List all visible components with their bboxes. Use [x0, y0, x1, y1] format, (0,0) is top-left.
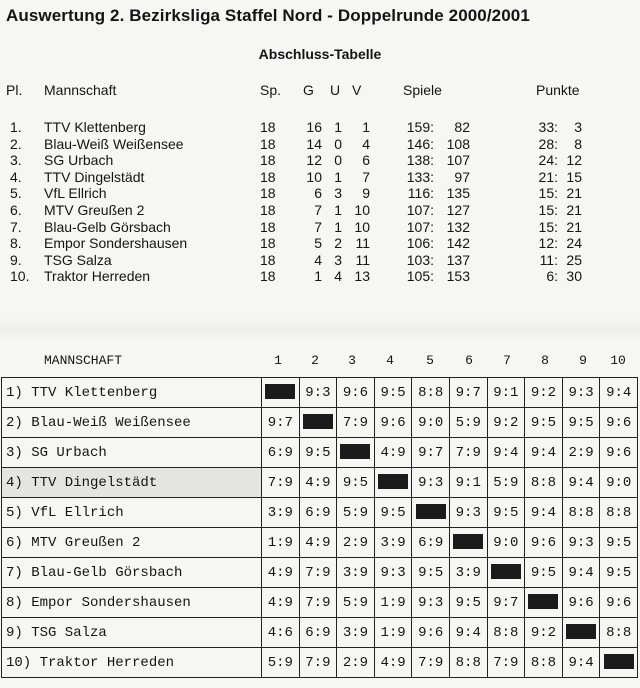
crosstable-score-cell: 9:1 — [449, 468, 487, 498]
crosstable-score-cell: 9:5 — [449, 588, 487, 618]
crosstable-score-cell: 9:2 — [525, 618, 563, 648]
standings-v-cell: 11 — [355, 251, 370, 268]
standings-u-cell: 0 — [334, 152, 342, 169]
standings-pw-cell: 15: — [538, 185, 558, 202]
crosstable-score-cell: 9:6 — [525, 528, 563, 558]
standings-sw-cell: 105: — [406, 268, 434, 285]
crosstable-score-cell: 7:9 — [299, 558, 337, 588]
crosstable-score-cell: 4:9 — [299, 468, 337, 498]
standings-u-cell: 1 — [334, 119, 342, 135]
crosstable-score-cell: 9:6 — [337, 378, 375, 408]
crosstable-score-cell: 9:4 — [562, 558, 600, 588]
crosstable-score-cell: 3:9 — [449, 558, 487, 588]
crosstable-score-cell: 6:9 — [299, 618, 337, 648]
diagonal-block — [566, 624, 596, 639]
crosstable-score-cell: 9:6 — [600, 588, 638, 618]
crosstable-score-cell: 2:9 — [562, 438, 600, 468]
crosstable-row — [2, 558, 638, 588]
crosstable-score-cell: 9:3 — [449, 498, 487, 528]
crosstable-score-cell: 8:8 — [562, 498, 600, 528]
standings-sl-cell: 108 — [446, 135, 470, 152]
crosstable-diagonal-cell — [374, 468, 412, 498]
crosstable-score-cell: 7:9 — [337, 408, 375, 438]
crosstable-score-cell: 8:8 — [487, 618, 525, 648]
standings-pl2-cell: 24 — [566, 235, 582, 252]
standings-sl-cell: 142 — [446, 235, 470, 252]
standings-g-cell: 5 — [314, 235, 322, 252]
standings-pl-cell: 1. — [10, 119, 22, 135]
crosstable-row — [2, 378, 638, 408]
crosstable-diagonal-cell — [562, 618, 600, 648]
crosstable-score-cell: 9:2 — [525, 378, 563, 408]
diagonal-block — [378, 474, 408, 489]
crosstable-score-cell: 9:5 — [299, 438, 337, 468]
crosstable-score-cell: 9:3 — [562, 378, 600, 408]
crosstable-row — [2, 648, 638, 678]
standings-g-cell: 6 — [314, 185, 322, 202]
standings-sp-cell: 18 — [260, 202, 276, 218]
crosstable-row — [2, 438, 638, 468]
standings-sl-cell: 97 — [454, 168, 470, 185]
crosstable-col-number: 4 — [386, 353, 394, 368]
crosstable-score-cell: 9:5 — [374, 378, 412, 408]
crosstable-score-cell: 9:3 — [374, 558, 412, 588]
standings-pw-cell: 28: — [538, 135, 558, 152]
crosstable-score-cell: 5:9 — [487, 468, 525, 498]
crosstable-col-number: 1 — [274, 353, 282, 368]
standings-g-cell: 14 — [306, 135, 322, 152]
standings-pl2-cell: 21 — [566, 218, 582, 235]
crosstable-row — [2, 468, 638, 498]
header-team: Mannschaft — [44, 82, 117, 98]
standings-pw-cell: 24: — [538, 152, 558, 169]
standings-pw-cell: 11: — [539, 251, 558, 268]
crosstable-team-label: 3) SG Urbach — [2, 438, 262, 468]
standings-sw-cell: 138: — [406, 152, 434, 169]
standings-v-cell: 11 — [355, 235, 370, 252]
standings-sl-cell: 135 — [446, 185, 470, 202]
standings-team-cell: Traktor Herreden — [44, 268, 151, 285]
standings-team-cell: MTV Greußen 2 — [44, 202, 145, 218]
header-v: V — [352, 82, 362, 98]
crosstable-col-number: 3 — [348, 353, 356, 368]
standings-team-cell: Empor Sondershausen — [44, 235, 188, 252]
crosstable-score-cell: 9:7 — [487, 588, 525, 618]
standings-pl-cell: 9. — [10, 251, 22, 268]
standings-pw-cell: 15: — [538, 202, 558, 218]
crosstable-score-cell: 9:6 — [562, 588, 600, 618]
crosstable-score-cell: 4:9 — [299, 528, 337, 558]
crosstable-row — [2, 528, 638, 558]
standings-u-cell: 3 — [334, 251, 342, 268]
standings-g-cell: 10 — [306, 168, 322, 185]
crosstable-score-cell: 3:9 — [337, 558, 375, 588]
crosstable-score-cell: 5:9 — [337, 588, 375, 618]
crosstable-score-cell: 9:2 — [487, 408, 525, 438]
standings-sp-cell: 18 — [260, 235, 276, 252]
diagonal-block — [528, 594, 558, 609]
crosstable-score-cell: 8:8 — [600, 618, 638, 648]
crosstable-team-label: 7) Blau-Gelb Görsbach — [2, 558, 262, 588]
crosstable-score-cell: 9:4 — [562, 648, 600, 678]
diagonal-block — [491, 564, 521, 579]
diagonal-block — [265, 384, 295, 399]
standings-sl-cell: 107 — [446, 152, 470, 169]
crosstable-score-cell: 9:0 — [412, 408, 450, 438]
standings-v-cell: 6 — [362, 152, 370, 169]
standings-pl-cell: 6. — [10, 202, 22, 218]
standings-pl-cell: 7. — [10, 218, 22, 235]
standings-team-cell: VfL Ellrich — [44, 185, 107, 202]
crosstable-score-cell: 9:6 — [600, 438, 638, 468]
crosstable-col-number: 7 — [503, 353, 511, 368]
crosstable-team-label: 4) TTV Dingelstädt — [2, 468, 262, 498]
crosstable-score-cell: 4:9 — [262, 588, 300, 618]
crosstable-score-cell: 9:5 — [562, 408, 600, 438]
crosstable-score-cell: 4:9 — [262, 558, 300, 588]
crosstable-team-label: 8) Empor Sondershausen — [2, 588, 262, 618]
crosstable-team-label: 6) MTV Greußen 2 — [2, 528, 262, 558]
crosstable-diagonal-cell — [487, 558, 525, 588]
crosstable-score-cell: 9:6 — [600, 408, 638, 438]
crosstable-score-cell: 9:4 — [449, 618, 487, 648]
standings-sw-cell: 107: — [406, 202, 434, 218]
crosstable-score-cell: 4:9 — [374, 648, 412, 678]
document-title: Auswertung 2. Bezirksliga Staffel Nord - Doppelrunde 2000/2001 — [6, 6, 530, 25]
crosstable-score-cell: 1:9 — [374, 588, 412, 618]
standings-u-cell: 0 — [334, 135, 342, 152]
standings-team-cell: SG Urbach — [44, 152, 114, 169]
standings-sw-cell: 107: — [406, 218, 434, 235]
crosstable-score-cell: 9:5 — [525, 408, 563, 438]
crosstable-score-cell: 3:9 — [337, 618, 375, 648]
standings-sp-cell: 18 — [260, 218, 276, 235]
crosstable — [1, 377, 638, 678]
crosstable-score-cell: 9:6 — [374, 408, 412, 438]
standings-pl2-cell: 15 — [566, 168, 582, 185]
crosstable-score-cell: 9:4 — [487, 438, 525, 468]
standings-pl2-cell: 21 — [566, 185, 582, 202]
crosstable-score-cell: 9:6 — [412, 618, 450, 648]
standings-u-cell: 3 — [334, 185, 342, 202]
crosstable-diagonal-cell — [600, 648, 638, 678]
header-pl: Pl. — [6, 82, 23, 98]
crosstable-score-cell: 9:4 — [562, 468, 600, 498]
crosstable-score-cell: 8:8 — [600, 498, 638, 528]
crosstable-row — [2, 498, 638, 528]
crosstable-score-cell: 5:9 — [449, 408, 487, 438]
standings-sl-cell: 132 — [446, 218, 470, 235]
crosstable-score-cell: 2:9 — [337, 528, 375, 558]
crosstable-team-label: 9) TSG Salza — [2, 618, 262, 648]
crosstable-score-cell: 7:9 — [449, 438, 487, 468]
crosstable-team-label: 5) VfL Ellrich — [2, 498, 262, 528]
crosstable-score-cell: 9:7 — [449, 378, 487, 408]
diagonal-block — [303, 414, 333, 429]
crosstable-team-label: 1) TTV Klettenberg — [2, 378, 262, 408]
header-punkte: Punkte — [536, 82, 580, 98]
standings-sw-cell: 133: — [406, 168, 434, 185]
standings-sp-cell: 18 — [260, 135, 276, 152]
standings-g-cell: 4 — [314, 251, 322, 268]
standings-v-cell: 7 — [362, 168, 370, 185]
crosstable-score-cell: 2:9 — [337, 648, 375, 678]
standings-pl-cell: 10. — [10, 268, 30, 285]
crosstable-score-cell: 3:9 — [262, 498, 300, 528]
crosstable-col-number: 9 — [579, 353, 587, 368]
standings-u-cell: 4 — [334, 268, 342, 285]
standings-v-cell: 1 — [362, 119, 370, 135]
standings-sl-cell: 127 — [446, 202, 470, 218]
crosstable-team-label: 2) Blau-Weiß Weißensee — [2, 408, 262, 438]
standings-v-cell: 10 — [354, 218, 370, 235]
crosstable-score-cell: 4:9 — [374, 438, 412, 468]
crosstable-col-number: 10 — [610, 353, 626, 368]
crosstable-score-cell: 7:9 — [487, 648, 525, 678]
standings-u-cell: 2 — [334, 235, 342, 252]
crosstable-score-cell: 8:8 — [412, 378, 450, 408]
crosstable-col-number: 8 — [541, 353, 549, 368]
standings-sp-cell: 18 — [260, 168, 276, 185]
crosstable-score-cell: 9:4 — [525, 438, 563, 468]
standings-pw-cell: 33: — [538, 119, 558, 135]
crosstable-score-cell: 9:3 — [562, 528, 600, 558]
standings-pl2-cell: 30 — [566, 268, 582, 285]
standings-g-cell: 7 — [314, 218, 322, 235]
standings-pl-cell: 5. — [10, 185, 22, 202]
crosstable-score-cell: 6:9 — [262, 438, 300, 468]
standings-u-cell: 1 — [334, 168, 342, 185]
crosstable-col-number: 6 — [465, 353, 473, 368]
crosstable-row — [2, 408, 638, 438]
standings-sw-cell: 146: — [406, 135, 434, 152]
crosstable-score-cell: 8:8 — [525, 648, 563, 678]
crosstable-score-cell: 9:5 — [525, 558, 563, 588]
standings-sp-cell: 18 — [260, 119, 276, 135]
crosstable-score-cell: 8:8 — [449, 648, 487, 678]
standings-sl-cell: 137 — [446, 251, 470, 268]
crosstable-score-cell: 7:9 — [299, 648, 337, 678]
scan-artifact — [0, 318, 640, 340]
standings-team-cell: TTV Klettenberg — [44, 119, 146, 135]
standings-team-cell: Blau-Weiß Weißensee — [44, 135, 184, 152]
crosstable-score-cell: 7:9 — [299, 588, 337, 618]
crosstable-score-cell: 9:5 — [374, 498, 412, 528]
crosstable-score-cell: 9:5 — [600, 528, 638, 558]
standings-g-cell: 1 — [314, 268, 322, 285]
table-subtitle: Abschluss-Tabelle — [258, 46, 382, 62]
crosstable-header-label: MANNSCHAFT — [44, 353, 123, 368]
crosstable-score-cell: 9:5 — [600, 558, 638, 588]
standings-pl2-cell: 12 — [566, 152, 582, 169]
standings-pl2-cell: 21 — [566, 202, 582, 218]
standings-sw-cell: 103: — [406, 251, 434, 268]
standings-sw-cell: 106: — [406, 235, 434, 252]
crosstable-diagonal-cell — [449, 528, 487, 558]
header-sp: Sp. — [260, 82, 282, 98]
crosstable-col-number: 5 — [426, 353, 434, 368]
crosstable-score-cell: 9:1 — [487, 378, 525, 408]
crosstable-score-cell: 8:8 — [525, 468, 563, 498]
crosstable-score-cell: 9:4 — [525, 498, 563, 528]
standings-sp-cell: 18 — [260, 251, 276, 268]
standings-sl-cell: 153 — [446, 268, 470, 285]
crosstable-score-cell: 9:3 — [412, 588, 450, 618]
standings-pl-cell: 3. — [10, 152, 22, 169]
crosstable-diagonal-cell — [262, 378, 300, 408]
standings-pw-cell: 15: — [538, 218, 558, 235]
standings-pl-cell: 4. — [10, 168, 22, 185]
standings-g-cell: 7 — [314, 202, 322, 218]
standings-sp-cell: 18 — [260, 268, 276, 285]
crosstable-score-cell: 9:0 — [487, 528, 525, 558]
header-spiele: Spiele — [403, 82, 442, 98]
crosstable-score-cell: 6:9 — [412, 528, 450, 558]
crosstable-score-cell: 9:3 — [299, 378, 337, 408]
standings-pw-cell: 6: — [546, 268, 558, 285]
crosstable-score-cell: 9:5 — [412, 558, 450, 588]
crosstable-row — [2, 618, 638, 648]
standings-v-cell: 4 — [362, 135, 370, 152]
standings-sp-cell: 18 — [260, 185, 276, 202]
standings-pl-cell: 8. — [10, 235, 22, 252]
crosstable-score-cell: 9:5 — [337, 468, 375, 498]
header-u: U — [330, 82, 341, 98]
crosstable-score-cell: 9:0 — [600, 468, 638, 498]
diagonal-block — [340, 444, 370, 459]
standings-team-cell: Blau-Gelb Görsbach — [44, 218, 171, 235]
crosstable-score-cell: 3:9 — [374, 528, 412, 558]
standings-pl2-cell: 25 — [566, 251, 582, 268]
crosstable-score-cell: 6:9 — [299, 498, 337, 528]
crosstable-diagonal-cell — [337, 438, 375, 468]
crosstable-score-cell: 5:9 — [337, 498, 375, 528]
crosstable-header — [0, 353, 640, 375]
standings-g-cell: 12 — [306, 152, 322, 169]
diagonal-block — [604, 654, 634, 669]
standings-u-cell: 1 — [334, 218, 342, 235]
standings-v-cell: 9 — [362, 185, 370, 202]
crosstable-score-cell: 9:4 — [600, 378, 638, 408]
crosstable-score-cell: 5:9 — [262, 648, 300, 678]
standings-pl-cell: 2. — [10, 135, 22, 152]
crosstable-col-number: 2 — [311, 353, 319, 368]
standings-v-cell: 10 — [354, 202, 370, 218]
standings-sp-cell: 18 — [260, 152, 276, 169]
standings-pw-cell: 12: — [538, 235, 558, 252]
standings-pl2-cell: 3 — [574, 119, 582, 135]
standings-pl2-cell: 8 — [574, 135, 582, 152]
crosstable-score-cell: 4:6 — [262, 618, 300, 648]
crosstable-diagonal-cell — [525, 588, 563, 618]
crosstable-score-cell: 7:9 — [412, 648, 450, 678]
standings-team-cell: TTV Dingelstädt — [44, 168, 145, 185]
standings-v-cell: 13 — [354, 268, 370, 285]
crosstable-score-cell: 7:9 — [262, 468, 300, 498]
standings-pw-cell: 21: — [538, 168, 558, 185]
standings-team-cell: TSG Salza — [44, 251, 112, 268]
standings-u-cell: 1 — [334, 202, 342, 218]
crosstable-diagonal-cell — [412, 498, 450, 528]
crosstable-score-cell: 9:7 — [412, 438, 450, 468]
crosstable-score-cell: 9:7 — [262, 408, 300, 438]
standings-g-cell: 16 — [306, 119, 322, 135]
crosstable-score-cell: 1:9 — [262, 528, 300, 558]
crosstable-team-label: 10) Traktor Herreden — [2, 648, 262, 678]
crosstable-diagonal-cell — [299, 408, 337, 438]
diagonal-block — [453, 534, 483, 549]
diagonal-block — [416, 504, 446, 519]
crosstable-row — [2, 588, 638, 618]
header-g: G — [303, 82, 314, 98]
standings-sl-cell: 82 — [454, 119, 470, 135]
standings-sw-cell: 116: — [407, 185, 434, 202]
standings-sw-cell: 159: — [406, 119, 434, 135]
crosstable-score-cell: 1:9 — [374, 618, 412, 648]
crosstable-score-cell: 9:3 — [412, 468, 450, 498]
crosstable-score-cell: 9:5 — [487, 498, 525, 528]
